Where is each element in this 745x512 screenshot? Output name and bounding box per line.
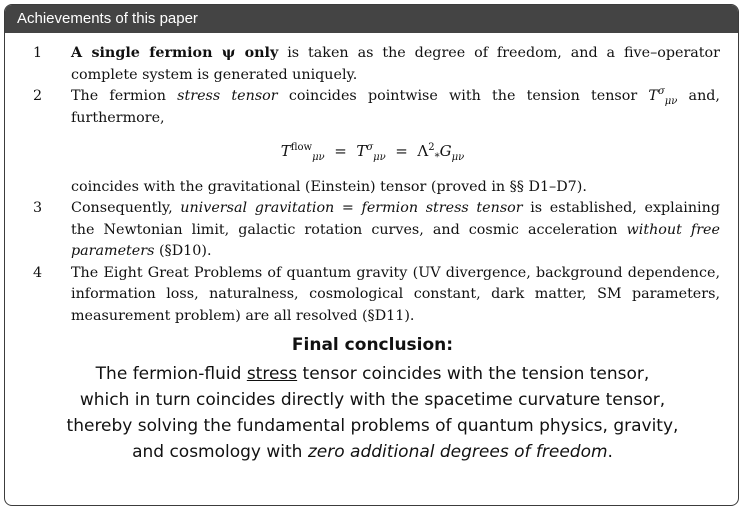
list-item xyxy=(25,198,720,263)
item-post-text: coincides pointwise with the tension tensor xyxy=(277,88,649,104)
item-continuation: coincides with the gravitational (Einstein) tensor (proved in §§ D1–D7). xyxy=(71,178,587,195)
item-tail-text: and, furthermore, xyxy=(71,88,720,126)
item-text xyxy=(71,86,720,129)
item-number: 3 xyxy=(33,200,43,216)
tension-symbol: $T^\sigma_{\mu\nu}$ xyxy=(648,86,678,107)
item-number: 4 xyxy=(33,264,43,281)
item-number: 2 xyxy=(33,88,43,104)
item-rest-text: is taken as the degree of freedom, and a five–operator complete system is generated uniquely. xyxy=(71,45,720,83)
list-item xyxy=(25,86,720,129)
item-text: The Eight Great Problems of quantum gravity (UV divergence, background dependence, information loss, naturalness, cosmological constant, dark matter, SM parameters, measurement problem) are all resolved (§D11). xyxy=(71,264,720,324)
conclusion-text: The fermion-fluid stress tensor coincides with the tension tensor, which in turn coincides directly with the spacetime curvature tensor, thereby solving the fundamental problems of quantum physics, gravity, and cosmology with zero additional degrees of freedom. xyxy=(66,363,679,462)
item-text: Consequently, universal gravitation = fermion stress tensor is established, explaining the Newtonian limit, galactic rotation curves, and cosmic acceleration without free parameters (§D10). xyxy=(71,200,720,259)
achievements-list xyxy=(5,33,738,465)
item-bold-text: A single fermion ψ only xyxy=(71,45,279,61)
box-title: Achievements of this paper xyxy=(5,5,738,33)
achievements-box xyxy=(4,4,739,506)
item-em-text: stress tensor xyxy=(177,88,278,104)
item-pre-text: The fermion xyxy=(71,88,178,104)
list-item xyxy=(25,263,720,328)
equation: $T^{flow}_{\mu\nu} = T^\sigma_{\mu\nu} = \Lambda^2_*G_{\mu\nu}$ xyxy=(280,142,465,163)
conclusion-title: Final conclusion: xyxy=(291,335,454,355)
list-item xyxy=(25,43,720,86)
item-text xyxy=(71,43,720,86)
item-number: 1 xyxy=(33,45,43,61)
